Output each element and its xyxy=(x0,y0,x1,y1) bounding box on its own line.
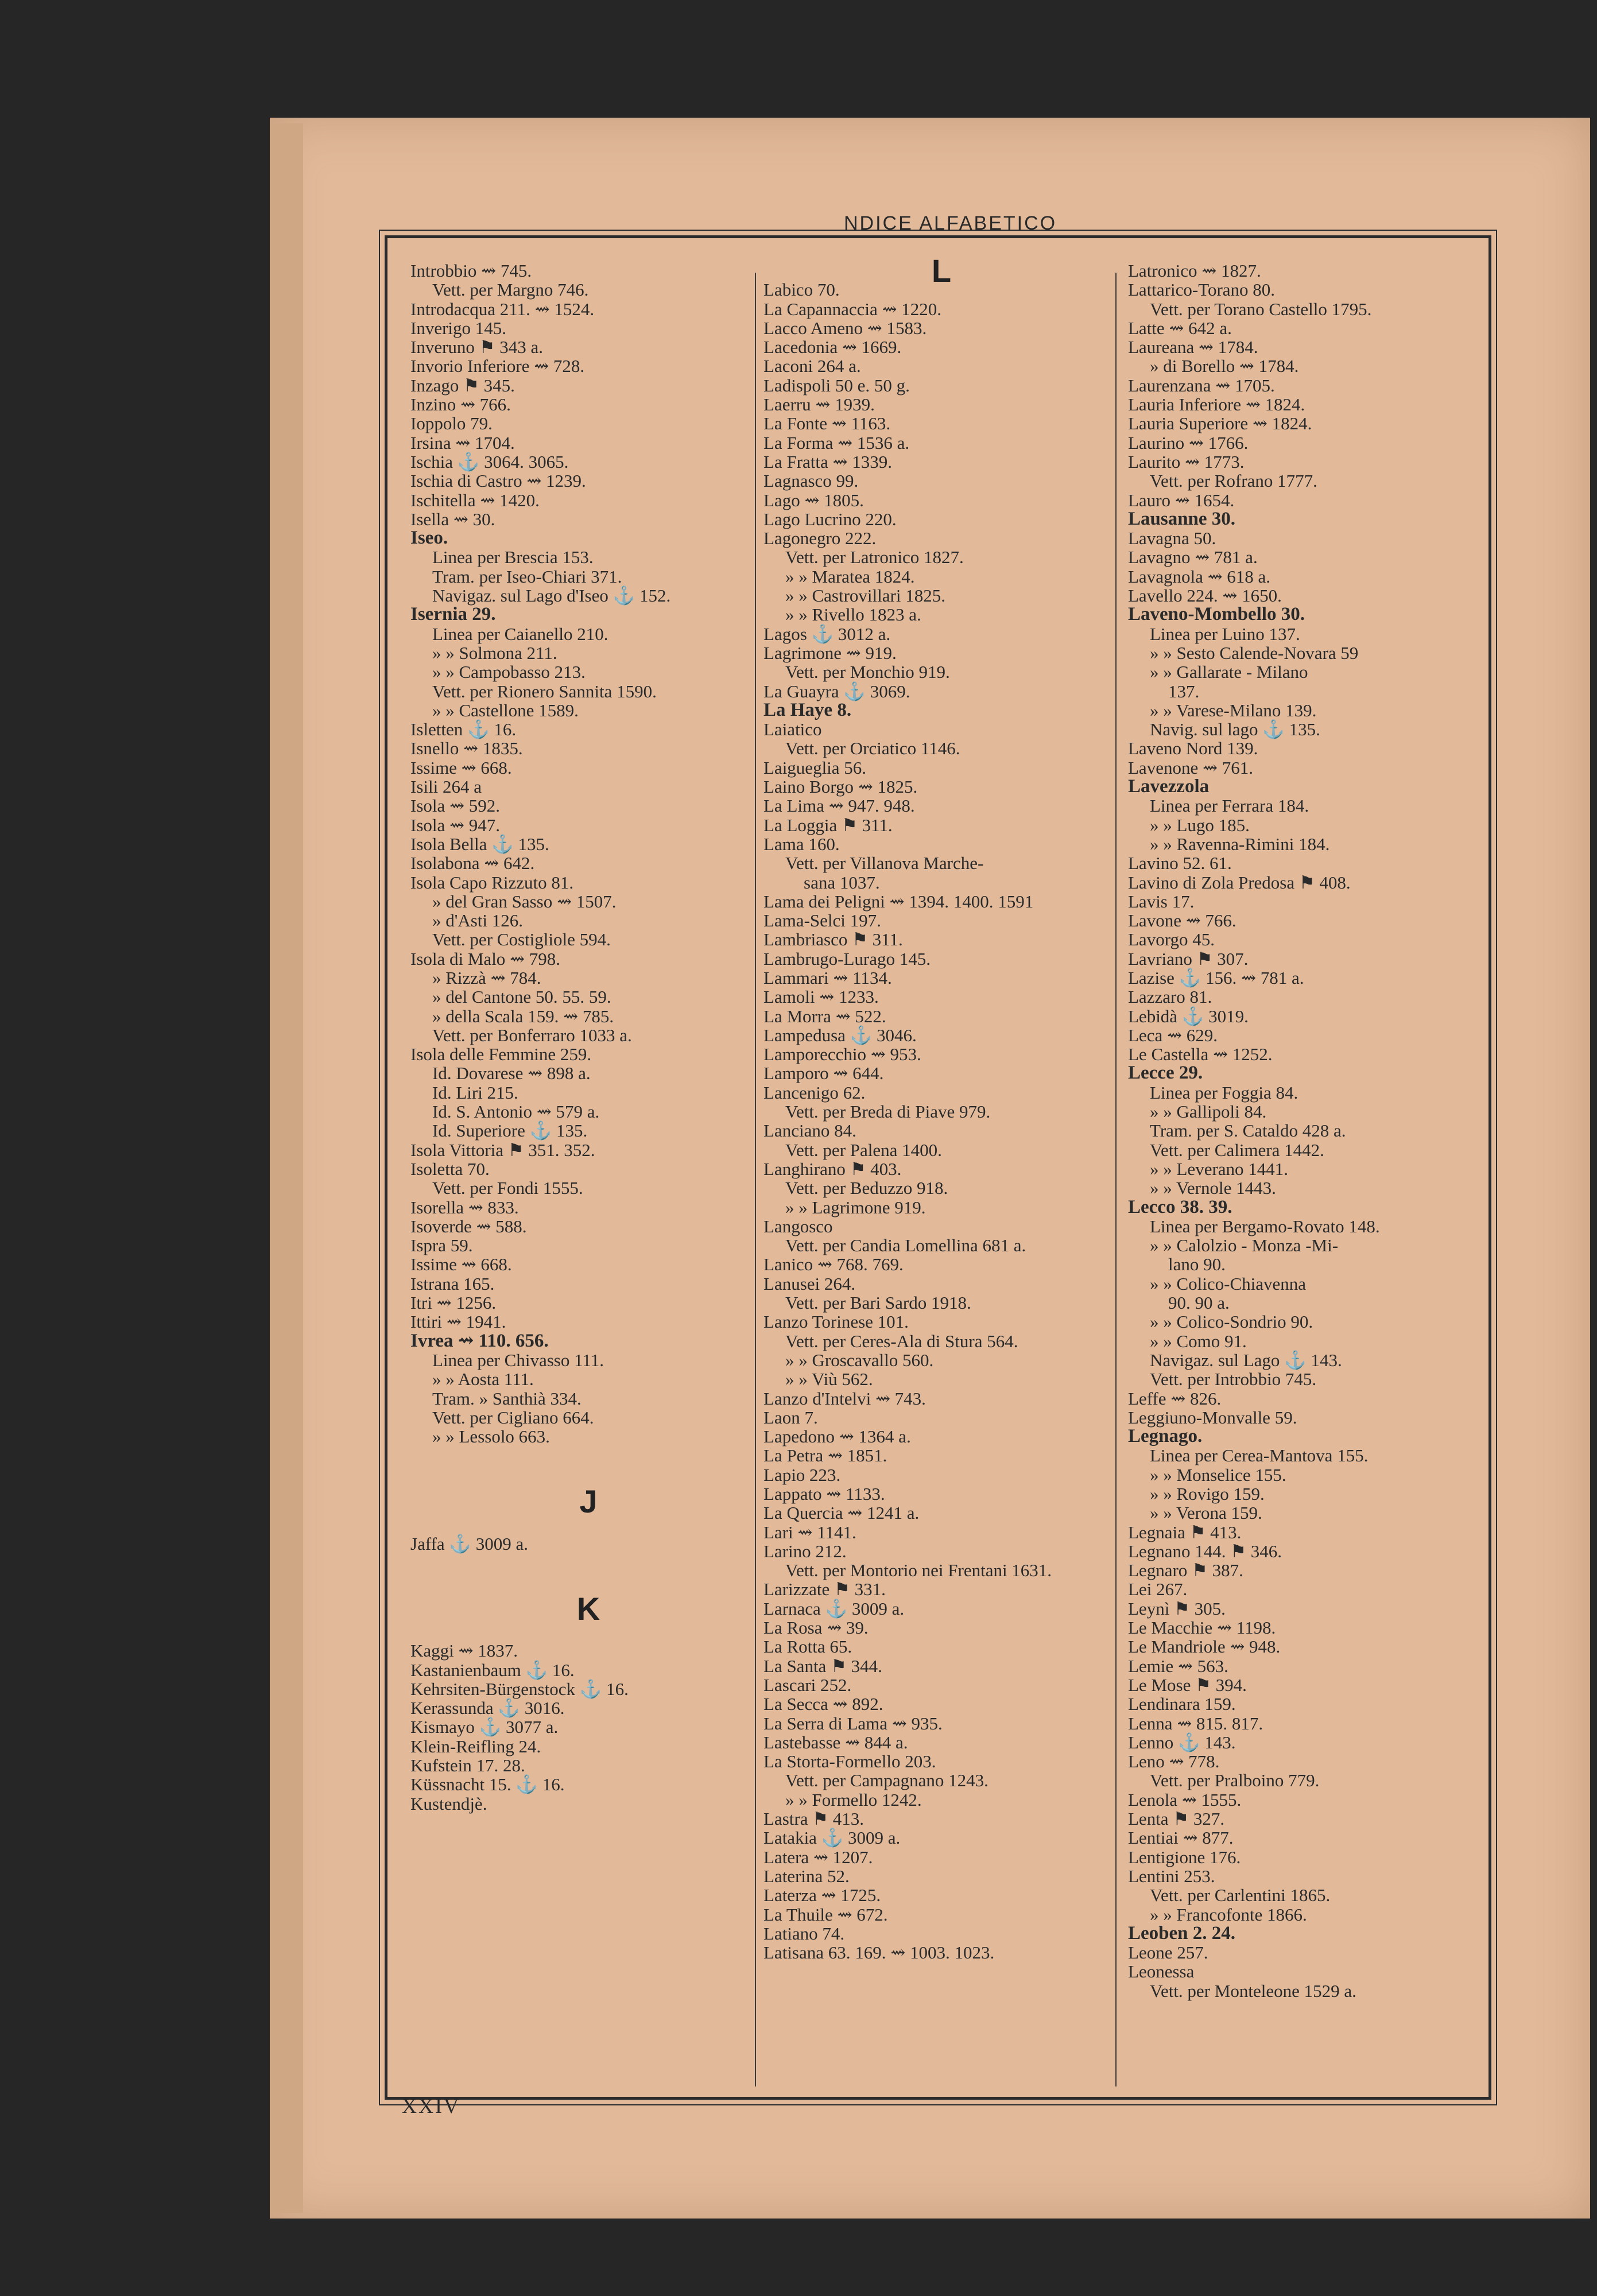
index-entry: Lagnasco 99. xyxy=(763,471,859,491)
index-entry: » » Castrovillari 1825. xyxy=(785,585,945,606)
index-entry: Lastebasse ⇝ 844 a. xyxy=(763,1732,908,1752)
index-entry: 137. xyxy=(1168,681,1200,701)
index-entry: Laurenzana ⇝ 1705. xyxy=(1128,375,1275,395)
index-entry: » » Rovigo 159. xyxy=(1150,1484,1265,1504)
index-entry: Lapedono ⇝ 1364 a. xyxy=(763,1426,911,1447)
index-entry: Issime ⇝ 668. xyxy=(410,757,512,778)
index-entry: Lanzo Torinese 101. xyxy=(763,1312,909,1332)
index-entry: La Loggia ⚑ 311. xyxy=(763,815,893,835)
index-entry: » » Leverano 1441. xyxy=(1150,1158,1289,1179)
index-column-2 xyxy=(763,253,1119,1963)
index-entry: Irsina ⇝ 1704. xyxy=(410,432,515,453)
index-entry: » d'Asti 126. xyxy=(432,910,524,931)
index-entry: Leonessa xyxy=(1128,1961,1195,1982)
index-entry: Vett. per Beduzzo 918. xyxy=(785,1178,948,1199)
index-entry: » Rizzà ⇝ 784. xyxy=(432,967,541,988)
index-entry: Laurino ⇝ 1766. xyxy=(1128,432,1249,453)
index-entry: Lambrugo-Lurago 145. xyxy=(763,948,931,969)
index-entry: Le Castella ⇝ 1252. xyxy=(1128,1044,1273,1065)
index-entry: Laigueglia 56. xyxy=(763,757,867,778)
index-entry: Invorio Inferiore ⇝ 728. xyxy=(410,356,585,377)
index-entry: Inzino ⇝ 766. xyxy=(410,394,511,415)
index-entry: Isernia 29. xyxy=(410,604,496,625)
index-entry: Linea per Foggia 84. xyxy=(1150,1082,1298,1103)
index-entry: Lavis 17. xyxy=(1128,891,1195,912)
index-entry: Lebidà ⚓ 3019. xyxy=(1128,1006,1249,1026)
index-entry: Vett. per Breda di Piave 979. xyxy=(785,1102,991,1122)
index-entry: » » Maratea 1824. xyxy=(785,566,915,587)
index-entry: Iseo. xyxy=(410,528,448,549)
index-entry: Lenna ⇝ 815. 817. xyxy=(1128,1713,1263,1733)
index-entry: Lacco Ameno ⇝ 1583. xyxy=(763,317,927,338)
index-entry: Isola Bella ⚓ 135. xyxy=(410,833,549,854)
index-entry: Vett. per Montorio nei Frentani 1631. xyxy=(785,1560,1052,1581)
index-frame xyxy=(385,235,1491,2100)
index-entry: » del Cantone 50. 55. 59. xyxy=(432,987,611,1007)
index-entry: Isola delle Femmine 259. xyxy=(410,1044,592,1065)
index-entry: » » Calolzio - Monza -Mi- xyxy=(1150,1235,1339,1256)
index-entry: Kismayo ⚓ 3077 a. xyxy=(410,1717,559,1737)
index-entry: Lazzaro 81. xyxy=(1128,987,1212,1007)
index-entry: La Rosa ⇝ 39. xyxy=(763,1618,869,1638)
index-entry: Lavello 224. ⇝ 1650. xyxy=(1128,585,1282,606)
index-entry: Lari ⇝ 1141. xyxy=(763,1522,856,1542)
index-entry: » » Francofonte 1866. xyxy=(1150,1904,1307,1925)
index-entry: Inzago ⚑ 345. xyxy=(410,375,515,395)
index-entry: Vett. per Cigliano 664. xyxy=(432,1407,594,1428)
index-entry: Latera ⇝ 1207. xyxy=(763,1847,873,1867)
index-entry: Lama-Selci 197. xyxy=(763,910,881,931)
index-entry: Lapio 223. xyxy=(763,1464,841,1485)
index-entry: Le Macchie ⇝ 1198. xyxy=(1128,1618,1276,1638)
index-entry: Isola ⇝ 592. xyxy=(410,796,500,816)
index-entry: Lavino di Zola Predosa ⚑ 408. xyxy=(1128,872,1351,893)
index-entry: » » Formello 1242. xyxy=(785,1789,922,1810)
spacer xyxy=(410,1446,766,1469)
index-entry: » » Groscavallo 560. xyxy=(785,1349,934,1370)
index-entry: Ioppolo 79. xyxy=(410,413,493,434)
index-entry: Vett. per Rionero Sannita 1590. xyxy=(432,681,657,701)
index-entry: Vett. per Monchio 919. xyxy=(785,662,950,682)
index-entry: » » Castellone 1589. xyxy=(432,700,579,720)
section-letter: K xyxy=(576,1591,600,1627)
index-entry: » » Vernole 1443. xyxy=(1150,1178,1276,1199)
index-entry: Isoverde ⇝ 588. xyxy=(410,1216,527,1236)
index-entry: Lauro ⇝ 1654. xyxy=(1128,490,1235,510)
index-entry: La Guayra ⚓ 3069. xyxy=(763,681,910,701)
index-entry: Linea per Cerea-Mantova 155. xyxy=(1150,1445,1369,1466)
index-entry: » » Solmona 211. xyxy=(432,642,557,663)
index-entry: Kehrsiten-Bürgenstock ⚓ 16. xyxy=(410,1678,629,1699)
index-entry: Tram. » Santhià 334. xyxy=(432,1388,582,1409)
index-entry: Ischia di Castro ⇝ 1239. xyxy=(410,471,586,491)
page-edge xyxy=(270,123,303,2213)
index-entry: » » Lugo 185. xyxy=(1150,815,1250,835)
index-entry: » » Colico-Sondrio 90. xyxy=(1150,1312,1313,1332)
index-entry: Vett. per Candia Lomellina 681 a. xyxy=(785,1235,1026,1256)
index-entry: Kufstein 17. 28. xyxy=(410,1755,525,1776)
index-entry: La Serra di Lama ⇝ 935. xyxy=(763,1713,943,1733)
index-entry: Laconi 264 a. xyxy=(763,356,861,377)
index-entry: Laterina 52. xyxy=(763,1865,850,1886)
index-entry: Leno ⇝ 778. xyxy=(1128,1751,1220,1772)
index-entry: Vett. per Carlentini 1865. xyxy=(1150,1885,1331,1906)
index-entry: Lascari 252. xyxy=(763,1674,852,1695)
index-entry: Inverigo 145. xyxy=(410,317,507,338)
index-entry: Laiatico xyxy=(763,719,822,740)
index-entry: Isletten ⚓ 16. xyxy=(410,719,517,740)
index-entry: » » Campobasso 213. xyxy=(432,662,586,682)
index-entry: Itri ⇝ 1256. xyxy=(410,1293,497,1313)
index-entry: Vett. per Villanova Marche- xyxy=(785,853,984,874)
index-entry: Lanusei 264. xyxy=(763,1273,856,1294)
index-entry: Introbbio ⇝ 745. xyxy=(410,261,532,281)
index-entry: Linea per Luino 137. xyxy=(1150,623,1300,644)
index-entry: » » Como 91. xyxy=(1150,1331,1247,1351)
index-entry: 90. 90 a. xyxy=(1168,1293,1230,1313)
index-entry: Vett. per Palena 1400. xyxy=(785,1139,942,1160)
index-entry: » » Gallarate - Milano xyxy=(1150,662,1308,682)
index-entry: lano 90. xyxy=(1168,1254,1226,1275)
index-entry: Lama 160. xyxy=(763,833,840,854)
index-entry: Lentigione 176. xyxy=(1128,1847,1241,1867)
index-entry: Kerassunda ⚓ 3016. xyxy=(410,1698,565,1719)
index-entry: La Rotta 65. xyxy=(763,1636,852,1657)
index-entry: Kastanienbaum ⚓ 16. xyxy=(410,1659,575,1680)
index-entry: La Quercia ⇝ 1241 a. xyxy=(763,1503,920,1523)
index-entry: Id. Superiore ⚓ 135. xyxy=(432,1120,588,1141)
index-entry: Lamporo ⇝ 644. xyxy=(763,1063,884,1084)
index-entry: Laveno Nord 139. xyxy=(1128,738,1258,759)
index-entry: La Haye 8. xyxy=(763,699,852,720)
index-entry: Linea per Bergamo-Rovato 148. xyxy=(1150,1216,1380,1236)
index-entry: » » Verona 159. xyxy=(1150,1503,1262,1523)
index-entry: Lauria Inferiore ⇝ 1824. xyxy=(1128,394,1305,415)
index-entry: La Lima ⇝ 947. 948. xyxy=(763,796,915,816)
index-entry: Linea per Chivasso 111. xyxy=(432,1349,604,1370)
index-entry: La Storta-Formello 203. xyxy=(763,1751,936,1772)
index-entry: Ischitella ⇝ 1420. xyxy=(410,490,540,510)
index-entry: Lemie ⇝ 563. xyxy=(1128,1655,1228,1676)
index-entry: Larino 212. xyxy=(763,1541,847,1561)
index-entry: Leca ⇝ 629. xyxy=(1128,1025,1218,1045)
index-entry: Lavagno ⇝ 781 a. xyxy=(1128,547,1258,568)
index-entry: Klein-Reifling 24. xyxy=(410,1736,541,1756)
index-entry: Lattarico-Torano 80. xyxy=(1128,280,1276,300)
index-entry: Linea per Ferrara 184. xyxy=(1150,796,1309,816)
index-entry: Isili 264 a xyxy=(410,777,482,797)
index-entry: Isola di Malo ⇝ 798. xyxy=(410,948,561,969)
index-entry: » » Viù 562. xyxy=(785,1369,873,1390)
index-entry: Isorella ⇝ 833. xyxy=(410,1197,519,1217)
index-entry: Lamoli ⇝ 1233. xyxy=(763,987,879,1007)
index-entry: Leggiuno-Monvalle 59. xyxy=(1128,1407,1297,1428)
index-column-3 xyxy=(1128,261,1484,2000)
index-entry: Lama dei Peligni ⇝ 1394. 1400. 1591 xyxy=(763,891,1034,912)
index-entry: » » Rivello 1823 a. xyxy=(785,604,921,625)
index-entry: Isoletta 70. xyxy=(410,1158,490,1179)
index-entry: Navigaz. sul Lago d'Iseo ⚓ 152. xyxy=(432,585,671,606)
index-entry: » » Aosta 111. xyxy=(432,1369,534,1390)
index-entry: Vett. per Rofrano 1777. xyxy=(1150,471,1317,491)
index-entry: Lauria Superiore ⇝ 1824. xyxy=(1128,413,1312,434)
index-entry: Lazise ⚓ 156. ⇝ 781 a. xyxy=(1128,967,1304,988)
index-entry: Lanico ⇝ 768. 769. xyxy=(763,1254,904,1275)
index-entry: Lancenigo 62. xyxy=(763,1082,866,1103)
index-entry: Lenno ⚓ 143. xyxy=(1128,1732,1236,1752)
index-entry: Lavagnola ⇝ 618 a. xyxy=(1128,566,1271,587)
index-entry: Isolabona ⇝ 642. xyxy=(410,853,535,874)
index-entry: Vett. per Fondi 1555. xyxy=(432,1178,583,1199)
index-entry: Lenta ⚑ 327. xyxy=(1128,1809,1225,1829)
index-entry: » » Ravenna-Rimini 184. xyxy=(1150,833,1330,854)
index-entry: Istrana 165. xyxy=(410,1273,495,1294)
index-entry: Lei 267. xyxy=(1128,1579,1188,1600)
index-entry: Vett. per Introbbio 745. xyxy=(1150,1369,1317,1390)
index-entry: Inveruno ⚑ 343 a. xyxy=(410,337,543,358)
index-entry: Leone 257. xyxy=(1128,1942,1208,1963)
index-entry: Langosco xyxy=(763,1216,833,1236)
index-entry: Lacedonia ⇝ 1669. xyxy=(763,337,902,358)
index-entry: Lavezzola xyxy=(1128,776,1210,797)
index-entry: Vett. per Monteleone 1529 a. xyxy=(1150,1980,1356,2001)
index-entry: Lausanne 30. xyxy=(1128,508,1236,529)
index-entry: La Forma ⇝ 1536 a. xyxy=(763,432,910,453)
index-entry: Lavenone ⇝ 761. xyxy=(1128,757,1253,778)
index-entry: Lagos ⚓ 3012 a. xyxy=(763,623,891,644)
index-entry: Navig. sul lago ⚓ 135. xyxy=(1150,719,1320,740)
index-entry: Latronico ⇝ 1827. xyxy=(1128,261,1261,281)
index-entry: Lenola ⇝ 1555. xyxy=(1128,1789,1242,1810)
index-entry: Lampedusa ⚓ 3046. xyxy=(763,1025,917,1045)
index-entry: Id. S. Antonio ⇝ 579 a. xyxy=(432,1102,600,1122)
index-entry: Vett. per Ceres-Ala di Stura 564. xyxy=(785,1331,1018,1351)
index-entry: Laureana ⇝ 1784. xyxy=(1128,337,1258,358)
index-entry: » di Borello ⇝ 1784. xyxy=(1150,356,1299,377)
index-entry: Lecce 29. xyxy=(1128,1062,1203,1084)
index-entry: Legnaro ⚑ 387. xyxy=(1128,1560,1243,1581)
index-entry: Kaggi ⇝ 1837. xyxy=(410,1640,518,1661)
index-entry: Lastra ⚑ 413. xyxy=(763,1809,864,1829)
index-entry: Küssnacht 15. ⚓ 16. xyxy=(410,1774,565,1795)
index-entry: Ispra 59. xyxy=(410,1235,473,1256)
index-entry: Lagonegro 222. xyxy=(763,528,877,549)
index-entry: Linea per Brescia 153. xyxy=(432,547,594,568)
index-entry: Isnello ⇝ 1835. xyxy=(410,738,523,759)
index-entry: Legnano 144. ⚑ 346. xyxy=(1128,1541,1282,1561)
index-entry: Lagrimone ⇝ 919. xyxy=(763,642,897,663)
page-number: XXIV xyxy=(402,2095,460,2117)
index-entry: Lavriano ⚑ 307. xyxy=(1128,948,1249,969)
index-entry: Latte ⇝ 642 a. xyxy=(1128,317,1232,338)
index-entry: Lavorgo 45. xyxy=(1128,929,1215,950)
index-entry: » » Gallipoli 84. xyxy=(1150,1102,1267,1122)
spacer xyxy=(410,1553,766,1576)
index-entry: La Capannaccia ⇝ 1220. xyxy=(763,298,942,319)
index-entry: Lentiai ⇝ 877. xyxy=(1128,1828,1234,1848)
index-entry: Lanciano 84. xyxy=(763,1120,856,1141)
index-entry: La Fonte ⇝ 1163. xyxy=(763,413,891,434)
index-entry: Legnago. xyxy=(1128,1426,1203,1447)
index-entry: Le Mose ⚑ 394. xyxy=(1128,1674,1247,1695)
index-entry: La Morra ⇝ 522. xyxy=(763,1006,886,1026)
index-entry: » del Gran Sasso ⇝ 1507. xyxy=(432,891,617,912)
index-entry: Kustendjè. xyxy=(410,1793,487,1814)
index-entry: Vett. per Campagnano 1243. xyxy=(785,1770,989,1791)
index-entry: Lanzo d'Intelvi ⇝ 743. xyxy=(763,1388,926,1409)
index-entry: » » Sesto Calende-Novara 59 xyxy=(1150,642,1359,663)
index-entry: La Secca ⇝ 892. xyxy=(763,1694,883,1715)
index-entry: Jaffa ⚓ 3009 a. xyxy=(410,1533,529,1554)
index-entry: Navigaz. sul Lago ⚓ 143. xyxy=(1150,1349,1342,1370)
index-entry: Laveno-Mombello 30. xyxy=(1128,604,1305,625)
index-entry: Vett. per Bari Sardo 1918. xyxy=(785,1293,971,1313)
index-entry: » » Lessolo 663. xyxy=(432,1426,550,1447)
index-entry: Tram. per S. Cataldo 428 a. xyxy=(1150,1120,1346,1141)
index-entry: Introdacqua 211. ⇝ 1524. xyxy=(410,298,595,319)
index-entry: Leffe ⇝ 826. xyxy=(1128,1388,1222,1409)
index-entry: Vett. per Torano Castello 1795. xyxy=(1150,298,1372,319)
index-entry: Vett. per Latronico 1827. xyxy=(785,547,964,568)
index-entry: Vett. per Costigliole 594. xyxy=(432,929,611,950)
index-entry: Lentini 253. xyxy=(1128,1865,1215,1886)
index-entry: Isola Vittoria ⚑ 351. 352. xyxy=(410,1139,595,1160)
index-entry: Ladispoli 50 e. 50 g. xyxy=(763,375,910,395)
index-entry: Leynì ⚑ 305. xyxy=(1128,1598,1226,1619)
index-entry: » » Monselice 155. xyxy=(1150,1464,1286,1485)
index-entry: Lecco 38. 39. xyxy=(1128,1196,1232,1217)
index-entry: Lappato ⇝ 1133. xyxy=(763,1484,885,1504)
index-entry: Laerru ⇝ 1939. xyxy=(763,394,875,415)
index-entry: Isola Capo Rizzuto 81. xyxy=(410,872,574,893)
index-entry: Laterza ⇝ 1725. xyxy=(763,1885,881,1906)
index-entry: Lavone ⇝ 766. xyxy=(1128,910,1236,931)
index-entry: » » Lagrimone 919. xyxy=(785,1197,926,1217)
index-entry: Le Mandriole ⇝ 948. xyxy=(1128,1636,1281,1657)
index-entry: Lambriasco ⚑ 311. xyxy=(763,929,903,950)
index-entry: Lamporecchio ⇝ 953. xyxy=(763,1044,921,1065)
index-entry: Lago Lucrino 220. xyxy=(763,509,897,529)
index-entry: Isella ⇝ 30. xyxy=(410,509,495,529)
page-header: NDICE ALFABETICO xyxy=(844,212,1057,234)
index-entry: Tram. per Iseo-Chiari 371. xyxy=(432,566,622,587)
index-entry: Lendinara 159. xyxy=(1128,1694,1236,1715)
index-entry: Latakia ⚓ 3009 a. xyxy=(763,1828,901,1848)
section-letter: L xyxy=(931,253,952,289)
index-entry: Latiano 74. xyxy=(763,1923,845,1944)
index-entry: Vett. per Calimera 1442. xyxy=(1150,1139,1324,1160)
index-entry: Langhirano ⚑ 403. xyxy=(763,1158,902,1179)
index-entry: Issime ⇝ 668. xyxy=(410,1254,512,1275)
index-entry: Vett. per Orciatico 1146. xyxy=(785,738,960,759)
index-entry: Latisana 63. 169. ⇝ 1003. 1023. xyxy=(763,1942,995,1963)
index-entry: Id. Dovarese ⇝ 898 a. xyxy=(432,1063,591,1084)
index-entry: La Fratta ⇝ 1339. xyxy=(763,451,892,472)
index-entry: Larnaca ⚓ 3009 a. xyxy=(763,1598,905,1619)
index-entry: Vett. per Pralboino 779. xyxy=(1150,1770,1320,1791)
index-entry: Leoben 2. 24. xyxy=(1128,1922,1236,1944)
index-entry: Id. Liri 215. xyxy=(432,1082,518,1103)
index-entry: La Thuile ⇝ 672. xyxy=(763,1904,888,1925)
index-entry: Linea per Caianello 210. xyxy=(432,623,608,644)
index-entry: La Petra ⇝ 1851. xyxy=(763,1445,887,1466)
index-entry: La Santa ⚑ 344. xyxy=(763,1655,882,1676)
index-entry: Vett. per Margno 746. xyxy=(432,280,589,300)
index-entry: Ivrea ⇝ 110. 656. xyxy=(410,1330,549,1351)
index-entry: sana 1037. xyxy=(804,872,880,893)
index-entry: Larizzate ⚑ 331. xyxy=(763,1579,886,1600)
index-entry: Laurito ⇝ 1773. xyxy=(1128,451,1245,472)
index-entry: Lammari ⇝ 1134. xyxy=(763,967,892,988)
index-entry: Lavino 52. 61. xyxy=(1128,853,1232,874)
index-entry: Ischia ⚓ 3064. 3065. xyxy=(410,451,569,472)
index-entry: Vett. per Bonferraro 1033 a. xyxy=(432,1025,632,1045)
index-entry: Lavagna 50. xyxy=(1128,528,1216,549)
index-column-1 xyxy=(410,261,766,1813)
index-entry: » della Scala 159. ⇝ 785. xyxy=(432,1006,614,1026)
index-entry: Laon 7. xyxy=(763,1407,818,1428)
index-entry: Lago ⇝ 1805. xyxy=(763,490,864,510)
index-entry: Ittiri ⇝ 1941. xyxy=(410,1312,506,1332)
index-entry: Labico 70. xyxy=(763,280,840,300)
section-letter: J xyxy=(579,1483,598,1520)
index-entry: » » Colico-Chiavenna xyxy=(1150,1273,1307,1294)
index-entry: Laino Borgo ⇝ 1825. xyxy=(763,777,918,797)
index-entry: Legnaia ⚑ 413. xyxy=(1128,1522,1242,1542)
index-entry: Isola ⇝ 947. xyxy=(410,815,500,835)
index-entry: » » Varese-Milano 139. xyxy=(1150,700,1317,720)
